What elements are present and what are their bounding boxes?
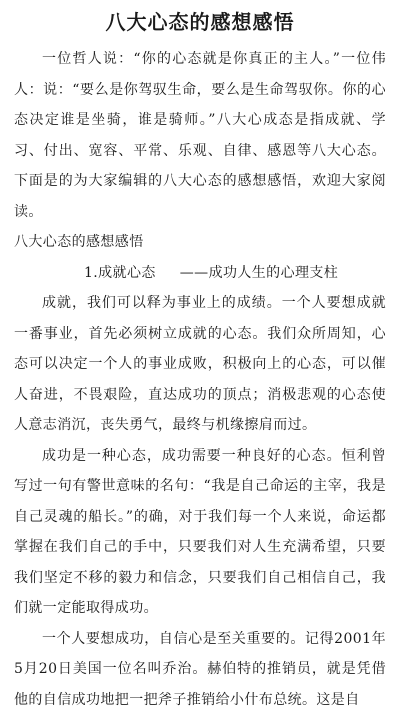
body-paragraph-2: 成功是一种心态，成功需要一种良好的心态。恒利曾写过一句有警世意味的名句：“我是自己命运的主宰，我是自己灵魂的船长。”的确，对于我们每一个人来说，命运都掌握在我们自己的手中，只要我们对人生充满希望，只要我们坚定不移的毅力和信念，只要我们自己相信自己，我们就一定能取得成功。 <box>14 441 386 624</box>
section-number-title: 1.成就心态 <box>84 265 156 281</box>
body-paragraph-3: 一个人要想成功，自信心是至关重要的。记得2001年5月20日美国一位名叫乔治。赫伯特的推销员，就是凭借他的自信成功地把一把斧子推销给小什布总统。这是自 <box>14 624 386 715</box>
section-subtitle: ——成功人生的心理支柱 <box>180 265 338 281</box>
section-heading <box>14 258 386 289</box>
intro-paragraph: 一位哲人说：“你的心态就是你真正的主人。”一位伟人：说：“要么是你驾驭生命，要么是生命驾驭你。你的心态决定谁是坐骑，谁是骑师。”八大心成态是指成就、学习、付出、宽容、平常、乐观、自律、感恩等八大心态。下面是的为大家编辑的八大心态的感想感悟，欢迎大家阅读。 <box>14 44 386 227</box>
page-title: 八大心态的感想感悟 <box>14 8 386 36</box>
subheading: 八大心态的感想感悟 <box>14 227 386 258</box>
body-paragraph-1: 成就，我们可以释为事业上的成绩。一个人要想成就一番事业，首先必须树立成就的心态。我们众所周知，心态可以决定一个人的事业成败，积极向上的心态，可以催人奋进，不畏艰险，直达成功的顶点；消极悲观的心态使人意志消沉，丧失勇气，最终与机缘擦肩而过。 <box>14 288 386 441</box>
